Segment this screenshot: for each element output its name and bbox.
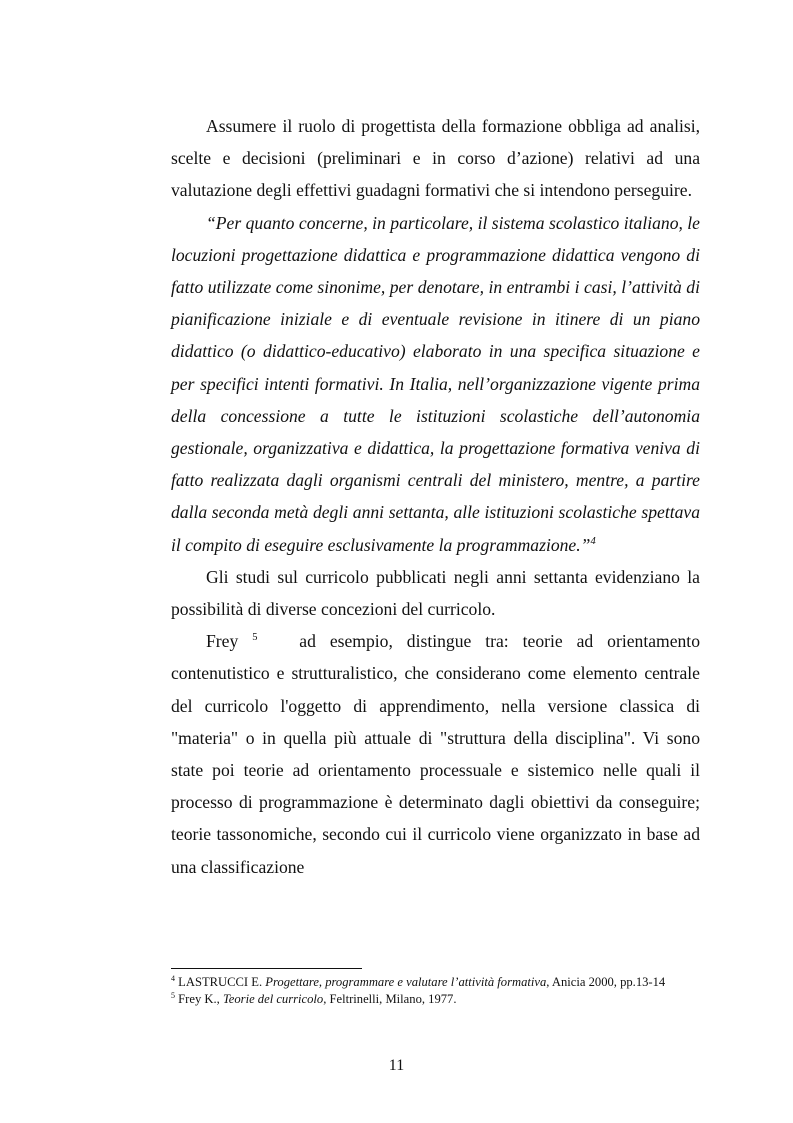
quote-text: “Per quanto concerne, in particolare, il sistema scolastico italiano, le locuzioni progettazione didattica e programmazione didattica vengono di fatto utilizzate come sinonime, per denotare, in entrambi i casi, l’attività di pianificazione iniziale e di eventuale revisione in itinere di un piano didattico (o didattico-educativo) elaborato in una specifica situazione e per specifici intenti formativi. In Italia, nell’organizzazione vigente prima della concessione a tutte le istituzioni scolastiche dell’autonomia gestionale, organizzativa e didattica, la progettazione formativa veniva di fatto realizzata dagli organismi centrali del ministero, mentre, a partire dalla seconda metà degli anni settanta, alle istituzioni scolastiche spettava il compito di eseguire esclusivamente la programmazione.” (171, 212, 700, 555)
paragraph-3-text: Gli studi sul curricolo pubblicati negli anni settanta evidenziano la possibilità di diverse concezioni del curricolo. (171, 566, 700, 620)
footnote-4 (171, 974, 711, 991)
footnote-ref-5[interactable]: 5 (252, 632, 258, 644)
page-number: 11 (388, 1057, 405, 1074)
footnote-divider (171, 968, 362, 969)
footnote-ref-4[interactable]: 4 (590, 535, 596, 547)
footnote-author: LASTRUCCI E. (178, 975, 263, 989)
paragraph-1-text: Assumere il ruolo di progettista della formazione obbliga ad analisi, scelte e decisioni (preliminari e in corso d’azione) relativi ad una valutazione degli effettivi guadagni formativi che si intendono perseguire. (171, 116, 700, 201)
footnote-details: , Anicia 2000, pp.13-14 (546, 975, 666, 989)
footnote-title: Teorie del curricolo (222, 992, 324, 1006)
paragraph-4 (171, 625, 700, 883)
footnotes (171, 974, 711, 1008)
body-text (171, 110, 700, 883)
paragraph-4-text: ad esempio, distingue tra: teorie ad orientamento contenutistico e strutturalistico, che considerano come elemento centrale del curricolo l'oggetto di apprendimento, nella versione classica di "materia" o in quella più attuale di "struttura della disciplina". Vi sono state poi teorie ad orientamento processuale e sistemico nelle quali il processo di programmazione è determinato dagli obiettivi da conseguire; teorie tassonomiche, secondo cui il curricolo viene organizzato in base ad una classificazione (171, 631, 700, 877)
paragraph-1 (171, 110, 700, 207)
paragraph-3 (171, 561, 700, 625)
footnote-number: 4 (171, 973, 175, 983)
footnote-author: Frey K., (178, 992, 220, 1006)
footnote-title: Progettare, programmare e valutare l’attività formativa (265, 975, 547, 989)
footnote-5 (171, 991, 711, 1008)
author-name: Frey (206, 631, 239, 652)
footnote-number: 5 (171, 990, 175, 1000)
footnote-details: , Feltrinelli, Milano, 1977. (323, 992, 457, 1006)
quote-paragraph (171, 207, 700, 561)
